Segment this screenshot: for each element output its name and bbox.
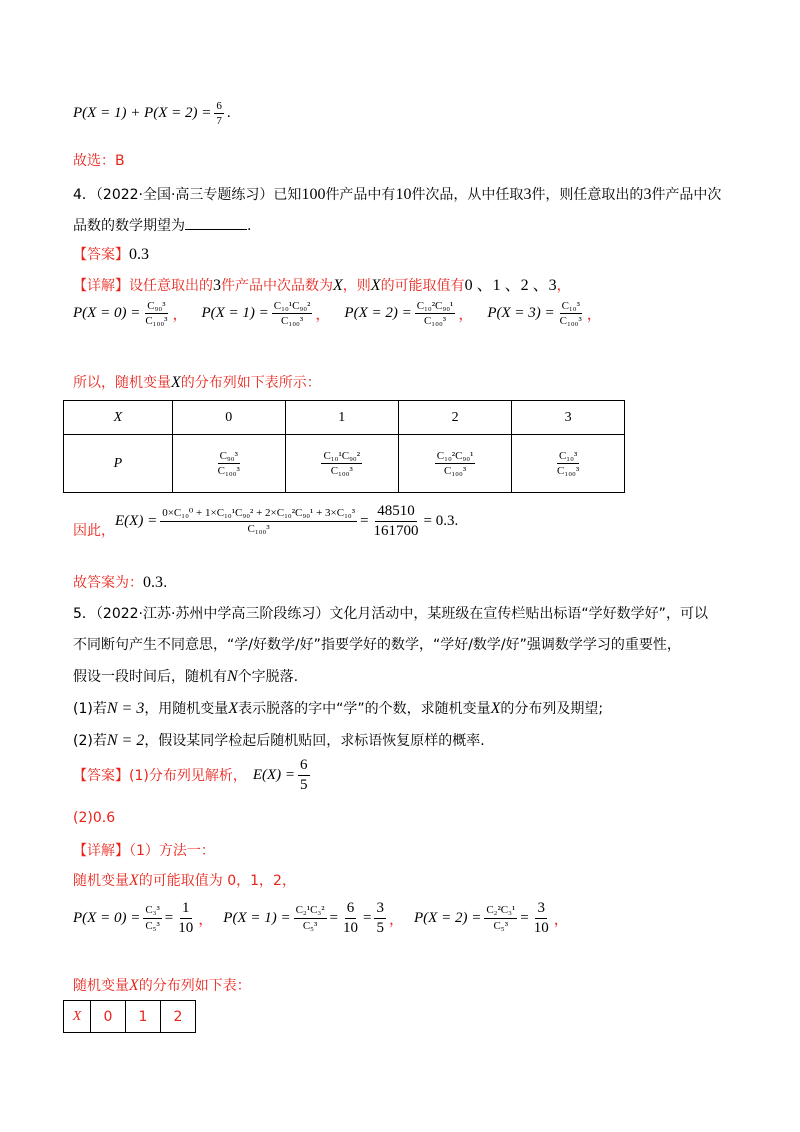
q4-detail: 【详解】设任意取出的3件产品中次品数为X，则X的可能取值有0 、1 、2 、3， [73, 277, 571, 294]
choice-line: 故选：B [73, 153, 125, 169]
q5-answer-2: (2)0.6 [73, 810, 116, 826]
q4-answer: 【答案】0.3 [73, 246, 149, 263]
q4-line-1: 4．（2022·全国·高三专题练习）已知100件产品中有10件次品，从中任取3件，则任意取出的3件产品中次 [73, 186, 722, 203]
table-row: P $\frac{\text{C₉₀³}}{\text{C₁₀₀³}}$ $\frac{\text{C₁₀¹C₉₀²}}{\text{C₁₀₀³}}$ $\frac{\text{C₁₀²C₉₀¹}}{\text{C₁₀₀³}}$ $\frac{\text{C₁₀³}}{\text{C₁₀₀³}}$ [64, 435, 625, 493]
q5-detail: 【详解】（1）方法一： [73, 843, 215, 859]
q5-sub-1: (1)若N = 3，用随机变量X表示脱落的字中“学”的个数，求随机变量X的分布列及期望; [73, 700, 604, 717]
q5-sub-2: (2)若N = 2，假设某同学检起后随机贴回，求标语恢复原样的概率. [73, 732, 485, 749]
table-row: X 0 1 2 [64, 1001, 196, 1033]
distribution-table-q5 [63, 1000, 196, 1033]
q5-values: 随机变量X的可能取值为 0，1，2， [73, 872, 296, 889]
q5-line-3: 假设一段时间后，随机有N个字脱落. [73, 668, 299, 685]
eq-prev-fraction: $\frac{6}{7}$ [216, 100, 222, 128]
equation-prev: P(X = 1) + P(X = 2) = $\frac{6}{7}$ . [73, 100, 231, 128]
q5-line-1: 5．（2022·江苏·苏州中学高三阶段练习）文化月活动中，某班级在宣传栏贴出标语“学好数学好”，可以 [73, 606, 708, 622]
q4-line-2: 品数的数学期望为 . [73, 218, 252, 234]
q5-line-2: 不同断句产生不同意思，“学/好数学/好”指要学好的数学，“学好/数学/好”强调数学学习的重要性， [73, 637, 681, 653]
distribution-table-q4 [63, 400, 625, 493]
q4-table-intro: 所以，随机变量X的分布列如下表所示： [73, 374, 321, 391]
q5-prob-line: P(X = 0) = $\frac{\text{C₃³}}{\text{C₅³}}$ = $\frac{1}{10}$ ， P(X = 1) = $\frac{\text{C₂¹C₃²}}{\text{C₅³}}$ = $\frac{6}{10}$ = $\frac{3}{5}$ ， P(X = 2) = $\frac{\text{C₂²C₃¹}}{\text{C₅³}}$ = $\frac{3}{10}$ ， [73, 900, 569, 936]
q4-final: 故答案为：0.3. [73, 574, 168, 591]
table-row: X 0 1 2 3 [64, 401, 625, 435]
q5-answer: 【答案】 (1)分布列见解析， E(X) = $\frac{6}{5}$ [73, 757, 308, 793]
eq-prev-lhs: P(X = 1) + P(X = 2) = [73, 105, 212, 122]
answer-blank [185, 217, 247, 230]
q4-prob-line: P(X = 0) = $\frac{\text{C₉₀³}}{\text{C₁₀₀³}}$ ， P(X = 1) = $\frac{\text{C₁₀¹C₉₀²}}{\text{C₁₀₀³}}$ ， P(X = 2) = $\frac{\text{C₁₀²C₉₀¹}}{\text{C₁₀₀³}}$ ， P(X = 3) = $\frac{\text{C₁₀³}}{\text{C₁₀₀³}}$ ， [73, 300, 602, 328]
q5-table-intro: 随机变量X的分布列如下表： [73, 977, 251, 994]
q4-expectation: 因此， E(X) = $\frac{\text{0×C₁₀⁰ + 1×C₁₀¹C₉₀² + 2×C₁₀²C₉₀¹ + 3×C₁₀³}}{\text{C₁₀₀³}}$ = $\frac{48510}{161700}$ = 0.3 . [73, 503, 459, 539]
